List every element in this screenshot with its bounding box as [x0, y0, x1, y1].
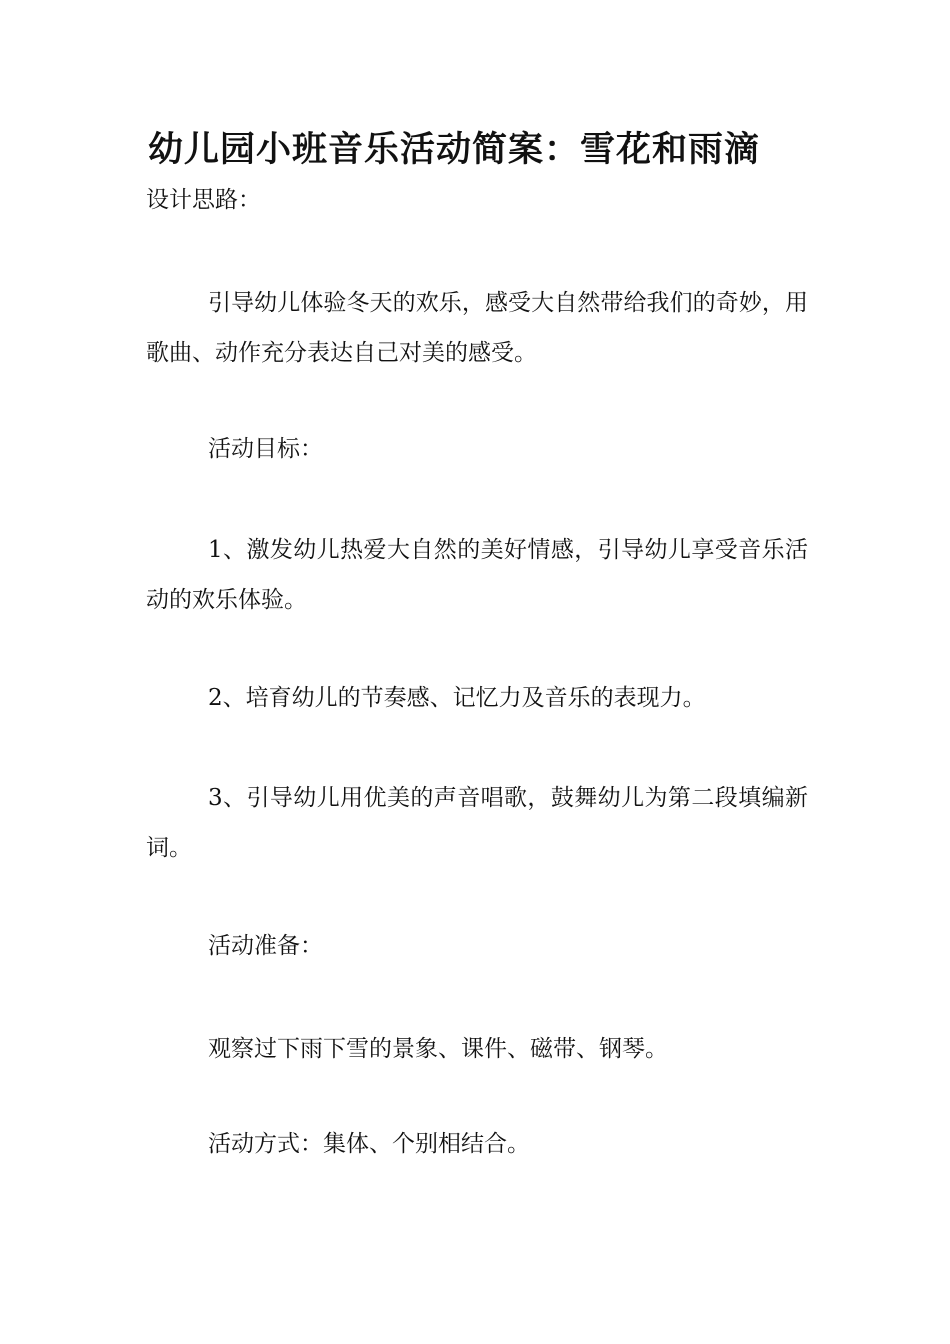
document-title: 幼儿园小班音乐活动简案：雪花和雨滴 [148, 130, 761, 170]
prep-heading: 活动准备： [208, 933, 323, 959]
goals-heading: 活动目标： [208, 436, 323, 462]
prep-paragraph: 观察过下雨下雪的景象、课件、磁带、钢琴。 [208, 1036, 668, 1062]
goal-item-1: 1、激发幼儿热爱大自然的美好情感，引导幼儿享受音乐活动的欢乐体验。 [146, 537, 808, 613]
goal-item-3: 3、引导幼儿用优美的声音唱歌，鼓舞幼儿为第二段填编新词。 [146, 785, 808, 861]
design-heading: 设计思路： [146, 187, 261, 213]
design-paragraph: 引导幼儿体验冬天的欢乐，感受大自然带给我们的奇妙，用歌曲、动作充分表达自己对美的感受。 [146, 290, 808, 366]
goal-item-2: 2、培育幼儿的节奏感、记忆力及音乐的表现力。 [208, 685, 706, 711]
method-paragraph: 活动方式：集体、个别相结合。 [208, 1131, 530, 1157]
